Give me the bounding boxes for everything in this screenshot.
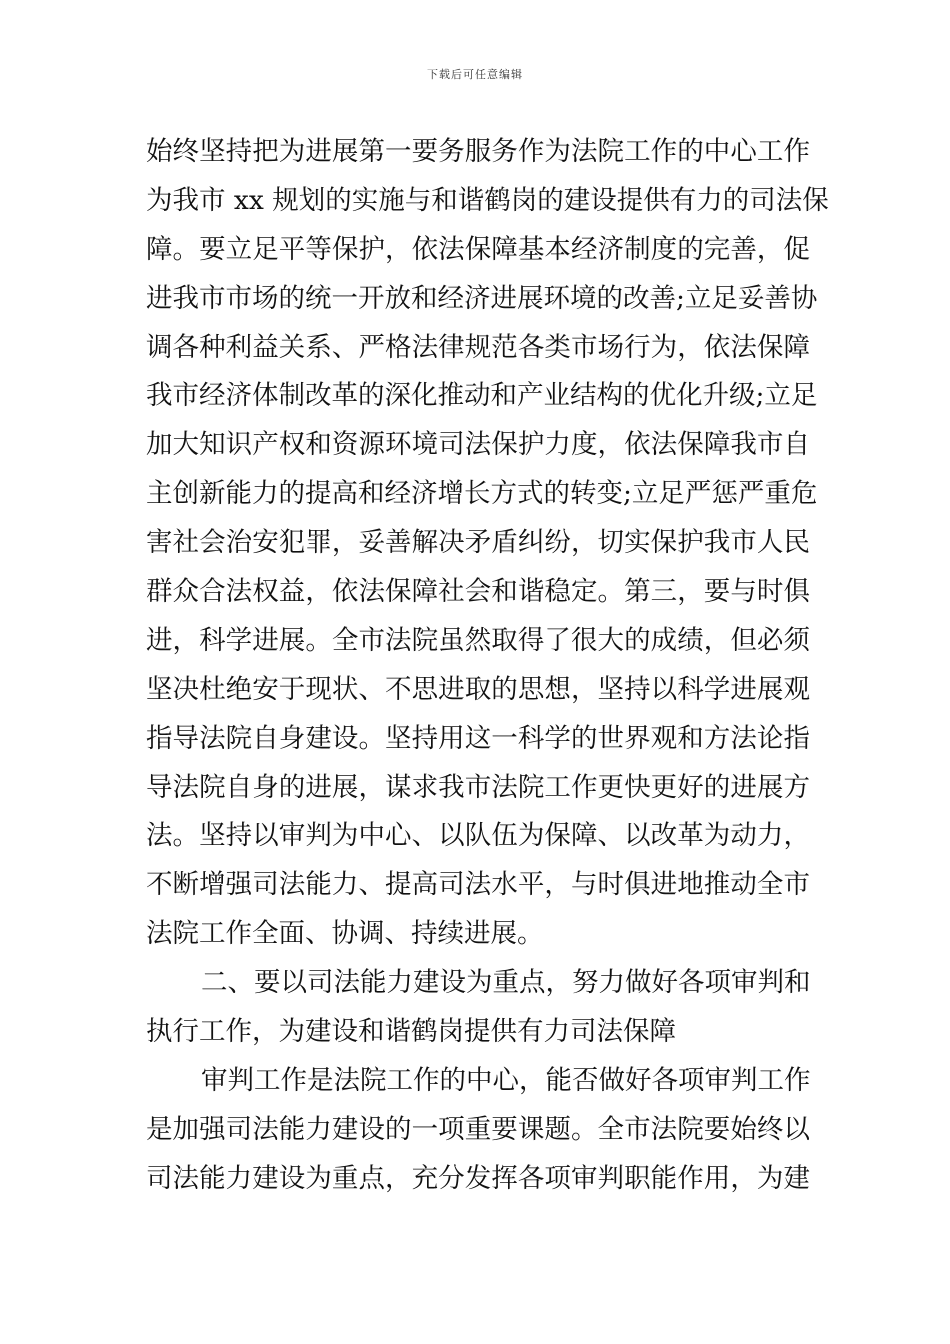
document-body xyxy=(146,128,829,1204)
text-line: 害社会治安犯罪，妥善解决矛盾纠纷，切实保护我市人民 xyxy=(146,527,810,559)
text-line: 进，科学进展。全市法院虽然取得了很大的成绩，但必须 xyxy=(146,624,810,656)
text-line: 为我市 xx 规划的实施与和谐鹤岗的建设提供有力的司法保 xyxy=(146,184,829,216)
text-line: 法。坚持以审判为中心、以队伍为保障、以改革为动力， xyxy=(146,820,810,852)
text-line: 加大知识产权和资源环境司法保护力度，依法保障我市自 xyxy=(146,429,810,461)
text-line: 主创新能力的提高和经济增长方式的转变;立足严惩严重危 xyxy=(146,478,818,510)
text-line: 导法院自身的进展，谋求我市法院工作更快更好的进展方 xyxy=(146,771,810,803)
text-line: 是加强司法能力建设的一项重要课题。全市法院要始终以 xyxy=(146,1113,810,1145)
text-line: 进我市市场的统一开放和经济进展环境的改善;立足妥善协 xyxy=(146,282,818,314)
text-line: 审判工作是法院工作的中心，能否做好各项审判工作 xyxy=(201,1064,811,1096)
section-heading-line: 执行工作，为建设和谐鹤岗提供有力司法保障 xyxy=(146,1016,676,1048)
text-line: 坚决杜绝安于现状、不思进取的思想，坚持以科学进展观 xyxy=(146,673,810,705)
text-line: 不断增强司法能力、提高司法水平，与时俱进地推动全市 xyxy=(146,869,810,901)
text-line: 始终坚持把为进展第一要务服务作为法院工作的中心工作 xyxy=(146,136,810,167)
section-heading-line: 二、要以司法能力建设为重点，努力做好各项审判和 xyxy=(201,967,811,999)
text-line: 调各种利益关系、严格法律规范各类市场行为，依法保障 xyxy=(146,331,810,363)
text-line: 指导法院自身建设。坚持用这一科学的世界观和方法论指 xyxy=(146,722,810,754)
text-line: 群众合法权益，依法保障社会和谐稳定。第三，要与时俱 xyxy=(146,576,810,608)
page-header-note: 下载后可任意编辑 xyxy=(427,68,523,81)
text-line: 我市经济体制改革的深化推动和产业结构的优化升级;立足 xyxy=(146,380,818,412)
text-line: 司法能力建设为重点，充分发挥各项审判职能作用，为建 xyxy=(146,1162,810,1194)
text-line: 障。要立足平等保护，依法保障基本经济制度的完善，促 xyxy=(146,233,810,265)
text-line: 法院工作全面、协调、持续进展。 xyxy=(146,918,544,950)
